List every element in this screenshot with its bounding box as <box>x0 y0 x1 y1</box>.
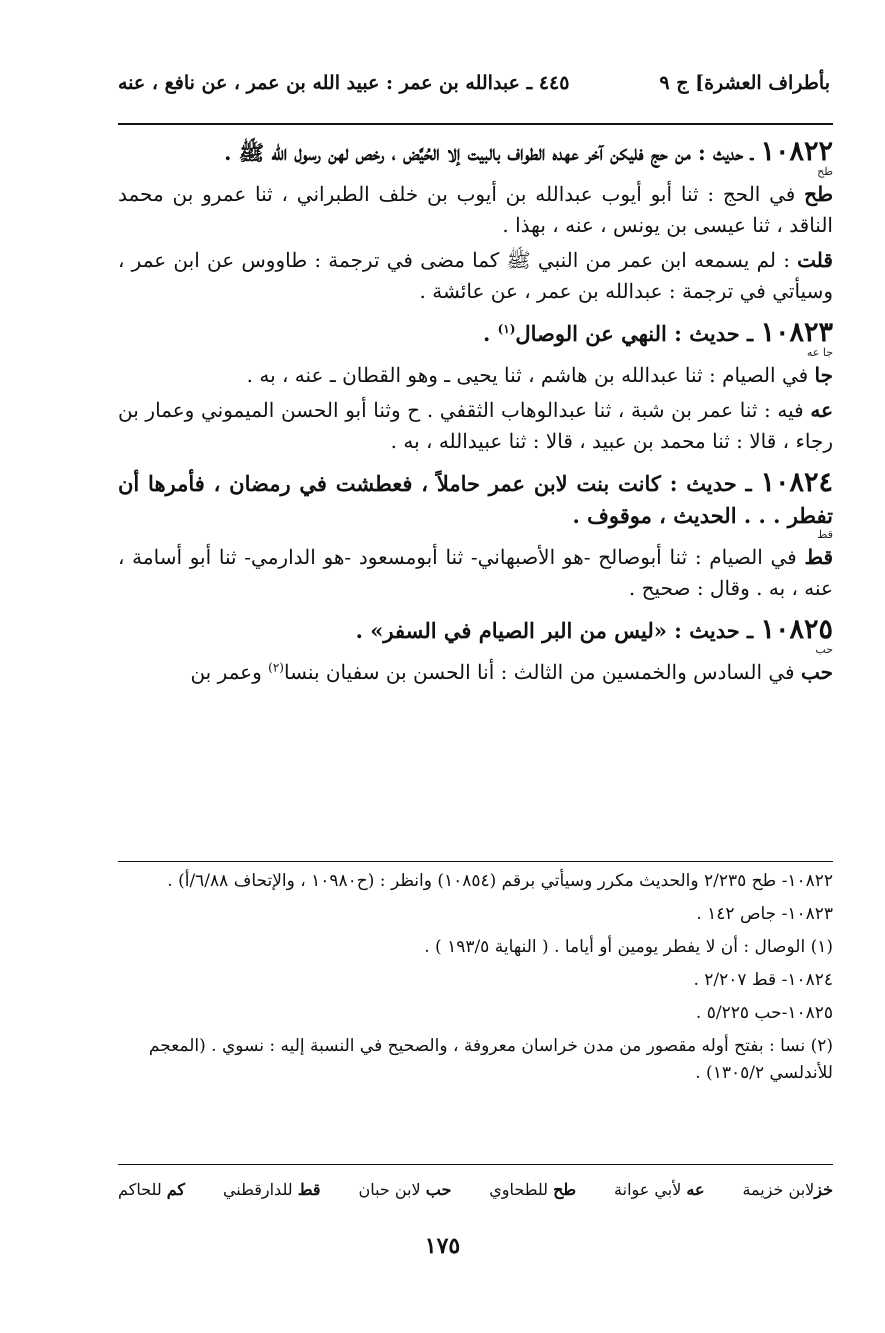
comment-paragraph <box>118 245 833 307</box>
footnote: ١٠٨٢٤- قط ٢/٢٠٧ . <box>693 970 833 990</box>
abbreviation-name: لأبي عوانة <box>614 1180 682 1199</box>
abbreviations-rule <box>118 1164 833 1165</box>
abbreviation-item <box>223 1180 321 1199</box>
source-code: جا <box>814 363 833 387</box>
abbreviation-item <box>118 1180 185 1199</box>
chain-text: في الصيام : ثنا عبدالله بن هاشم ، ثنا يحيى ـ وهو القطان ـ عنه ، به . <box>246 363 815 387</box>
hadith-heading <box>118 614 833 647</box>
hadith-heading <box>118 467 833 532</box>
chain-paragraph <box>118 360 833 391</box>
comment-label: قلت <box>797 248 833 272</box>
abbreviation-code: عه <box>686 1180 705 1199</box>
abbreviation-code: كم <box>166 1180 186 1199</box>
chain-paragraph <box>118 179 833 241</box>
abbreviation-item <box>742 1180 833 1199</box>
footnote: ١٠٨٢٥-حب ٥/٢٢٥ . <box>695 1003 833 1023</box>
comment-text: : لم يسمعه ابن عمر من النبي ﷺ كما مضى في ترجمة : طاووس عن ابن عمر ، وسيأتي في ترجمة : عبدالله بن عمر ، عن عائشة . <box>118 248 833 303</box>
footnote: (٢) نسا : بفتح أوله مقصور من مدن خراسان معروفة ، والصحيح في النسبة إليه : نسوي . (المعجم للأندلسي ١٣٠٥/٢) . <box>148 1036 833 1083</box>
hadith-entry <box>118 467 833 604</box>
source-code: طح <box>804 182 833 206</box>
abbreviation-code: خز <box>814 1180 833 1199</box>
footnotes <box>118 868 833 1093</box>
hadith-heading <box>118 317 833 350</box>
source-marker: جا عه <box>806 346 833 359</box>
source-code: قط <box>804 545 834 569</box>
footnote: ١٠٨٢٣- جاص ١٤٢ . <box>696 904 833 924</box>
footnote: (١) الوصال : أن لا يفطر يومين أو أياما . ( النهاية ١٩٣/٥ ) . <box>424 937 833 957</box>
source-code: حب <box>800 660 833 684</box>
abbreviation-code: قط <box>297 1180 321 1199</box>
footnote-ref: (١) <box>497 322 516 336</box>
abbreviations-key <box>118 1180 833 1199</box>
chain-text: في السادس والخمسين من الثالث : أنا الحسن بن سفيان بنسا <box>283 660 801 684</box>
running-head-chapter: ٤٤٥ ـ عبدالله بن عمر : عبيد الله بن عمر ، عن نافع ، عنه <box>118 72 570 94</box>
footnote-rule <box>118 861 833 862</box>
chain-text: في الصيام : ثنا أبوصالح -هو الأصبهاني- ثنا أبومسعود -هو الدارمي- ثنا أبو أسامة ، عنه ، به . وقال : صحيح . <box>118 545 833 600</box>
chain-paragraph <box>118 542 833 604</box>
header-rule <box>118 123 833 125</box>
hadith-title: ـ حديث : من حج فليكن آخر عهده الطواف بالبيت إلا الحُيَّض ، رخص لهن رسول الله ﷺ . <box>224 140 761 165</box>
hadith-number: ١٠٨٢٢ <box>760 136 833 167</box>
abbreviation-code: طح <box>553 1180 577 1199</box>
chain-paragraph <box>118 395 833 457</box>
abbreviation-item <box>489 1180 576 1199</box>
abbreviation-name: للحاكم <box>118 1180 162 1199</box>
running-head <box>118 72 830 94</box>
footnote: ١٠٨٢٢- طح ٢/٢٣٥ والحديث مكرر وسيأتي برقم (١٠٨٥٤) وانظر : (ح١٠٩٨٠ ، والإتحاف ٦/٨٨/أ) . <box>167 871 833 891</box>
footnote-ref: (٢) <box>268 660 284 675</box>
hadith-heading <box>118 136 833 169</box>
hadith-number: ١٠٨٢٥ <box>760 614 833 645</box>
chain-text-end: وعمر بن <box>190 660 269 684</box>
hadith-title: ـ حديث : النهي عن الوصال <box>515 321 761 346</box>
hadith-entry <box>118 614 833 688</box>
hadith-title: ـ حديث : «ليس من البر الصيام في السفر» . <box>355 618 761 643</box>
chain-text: فيه : ثنا عمر بن شبة ، ثنا عبدالوهاب الثقفي . ح وثنا أبو الحسن الميموني وعمار بن رجاء ، قالا : ثنا محمد بن عبيد ، قالا : ثنا عبيدالله ، به . <box>118 398 833 453</box>
abbreviation-name: للطحاوي <box>489 1180 548 1199</box>
hadith-entry <box>118 136 833 307</box>
chain-paragraph <box>118 657 833 688</box>
abbreviation-name: لابن خزيمة <box>742 1180 815 1199</box>
source-marker: قط <box>817 528 833 541</box>
abbreviation-code: حب <box>425 1180 452 1199</box>
abbreviation-name: للدارقطني <box>222 1180 293 1199</box>
hadith-number: ١٠٨٢٣ <box>760 317 833 348</box>
hadith-title: ـ حديث : كانت بنت لابن عمر حاملاً ، فعطشت في رمضان ، فأمرها أن تفطر . . . الحديث ، موقوف . <box>118 471 833 528</box>
main-text <box>118 136 833 698</box>
source-marker: طح <box>817 165 833 178</box>
hadith-entry <box>118 317 833 457</box>
abbreviation-name: لابن حبان <box>358 1180 421 1199</box>
hadith-title-end: . <box>482 321 498 346</box>
page-number: ١٧٥ <box>424 1233 461 1259</box>
abbreviation-item <box>358 1180 451 1199</box>
running-head-volume: بأطراف العشرة] ج ٩ <box>659 72 830 94</box>
chain-text: في الحج : ثنا أبو أيوب عبدالله بن أيوب بن خلف الطبراني ، ثنا عمرو بن محمد الناقد ، ثنا عيسى بن يونس ، عنه ، بهذا . <box>118 182 833 237</box>
hadith-number: ١٠٨٢٤ <box>760 467 833 498</box>
source-code: عه <box>810 398 833 422</box>
source-marker: حب <box>815 643 833 656</box>
abbreviation-item <box>614 1180 705 1199</box>
